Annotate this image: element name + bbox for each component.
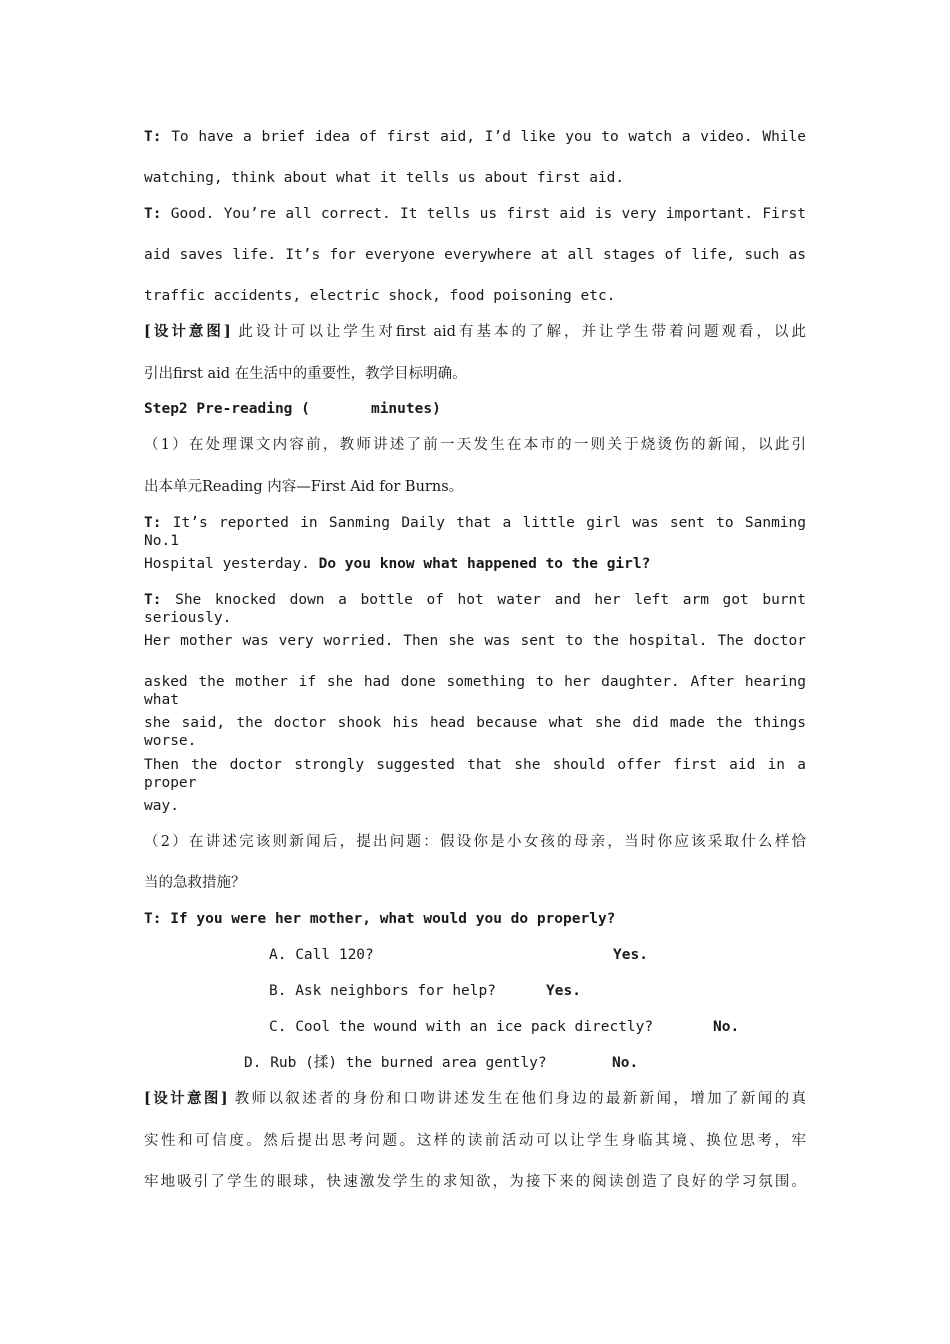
- item-2-line-1: （2）在讲述完该则新闻后，提出问题：假设你是小女孩的母亲，当时你应该采取什么样恰: [144, 834, 806, 850]
- paragraph-2-line-2: aid saves life. It’s for everyone everywhere at all stages of life, such as: [144, 247, 806, 263]
- step2-heading: Step2 Pre-reading ( minutes): [144, 401, 441, 417]
- design-intent-2-line-2: 实性和可信度。然后提出思考问题。这样的读前活动可以让学生身临其境、换位思考，牢: [144, 1133, 806, 1149]
- option-d-answer: No.: [612, 1055, 639, 1071]
- option-d: D. Rub (揉) the burned area gently?: [244, 1055, 547, 1071]
- speaker-label: T:: [144, 206, 162, 222]
- design-intent-1-line-2: 引出first aid 在生活中的重要性，教学目标明确。: [144, 366, 467, 382]
- paragraph-2-line-3: traffic accidents, electric shock, food poisoning etc.: [144, 288, 616, 304]
- paragraph-1-line-1: [144, 128, 806, 146]
- paragraph-1-line-2: watching, think about what it tells us about first aid.: [144, 170, 625, 186]
- paragraph-2-line-1: [144, 205, 806, 223]
- speaker-label: T:: [144, 129, 162, 145]
- item-2-line-2: 当的急救措施？: [144, 875, 246, 891]
- option-a: A. Call 120?: [269, 947, 374, 963]
- text: Hospital yesterday.: [144, 556, 310, 572]
- design-intent-2-line-1: [144, 1090, 806, 1108]
- text: Good. You’re all correct. It tells us first aid is very important. First: [170, 206, 806, 222]
- speaker-label: T:: [144, 592, 162, 608]
- option-a-answer: Yes.: [613, 947, 648, 963]
- paragraph-4-line-4: she said, the doctor shook his head because what she did made the things worse.: [144, 715, 806, 749]
- item-1-line-1: （1）在处理课文内容前，教师讲述了前一天发生在本市的一则关于烧烫伤的新闻，以此引: [144, 437, 806, 453]
- design-intent-label: [设计意图]: [144, 1090, 228, 1107]
- text: 此设计可以让学生对first aid有基本的了解，并让学生带着问题观看，以此: [238, 324, 807, 340]
- item-1-line-2: 出本单元Reading 内容—First Aid for Burns。: [144, 479, 464, 495]
- option-c: C. Cool the wound with an ice pack directly?: [269, 1019, 654, 1035]
- design-intent-2-line-3: 牢地吸引了学生的眼球，快速激发学生的求知欲，为接下来的阅读创造了良好的学习氛围。: [144, 1174, 806, 1190]
- question-line: T: If you were her mother, what would you do properly?: [144, 911, 616, 927]
- option-c-answer: No.: [713, 1019, 740, 1035]
- option-b-answer: Yes.: [546, 983, 581, 999]
- option-b: B. Ask neighbors for help?: [269, 983, 496, 999]
- paragraph-3-line-2: [144, 555, 650, 573]
- text: It’s reported in Sanming Daily that a little girl was sent to Sanming No.1: [144, 515, 806, 549]
- paragraph-4-line-1: [144, 591, 806, 627]
- paragraph-4-line-6: way.: [144, 798, 179, 814]
- design-intent-1-line-1: [144, 323, 806, 341]
- paragraph-4-line-3: asked the mother if she had done something to her daughter. After hearing what: [144, 674, 806, 708]
- paragraph-3-line-1: [144, 514, 806, 550]
- text: To have a brief idea of first aid, I’d like you to watch a video. While: [171, 129, 806, 145]
- text: 教师以叙述者的身份和口吻讲述发生在他们身边的最新新闻，增加了新闻的真: [234, 1091, 807, 1107]
- paragraph-4-line-5: Then the doctor strongly suggested that she should offer first aid in a proper: [144, 757, 806, 791]
- speaker-label: T:: [144, 515, 162, 531]
- design-intent-label: [设计意图]: [144, 323, 231, 340]
- text: She knocked down a bottle of hot water and her left arm got burnt seriously.: [144, 592, 807, 626]
- question-text: Do you know what happened to the girl?: [318, 556, 651, 572]
- paragraph-4-line-2: Her mother was very worried. Then she was sent to the hospital. The doctor: [144, 633, 806, 649]
